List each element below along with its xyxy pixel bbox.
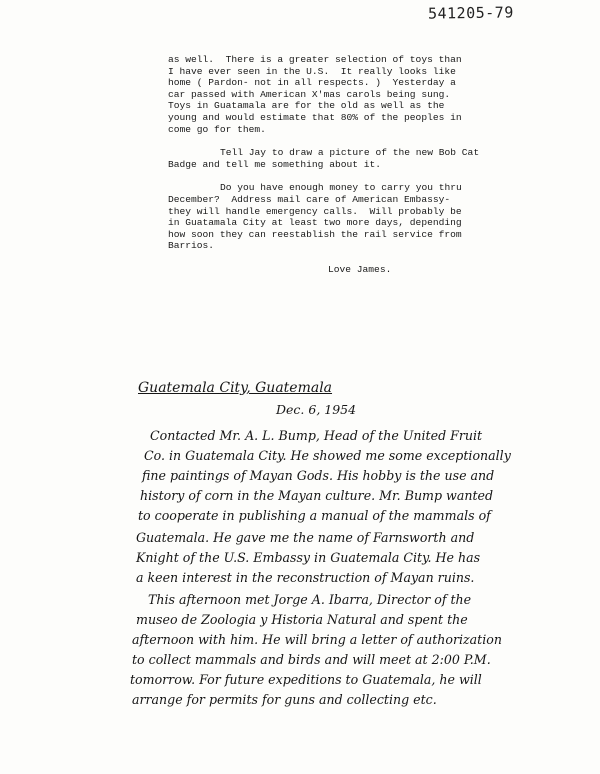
journal-line: Co. in Guatemala City. He showed me some exceptionally xyxy=(144,448,511,463)
letter-paragraph-2 xyxy=(168,147,528,170)
journal-line: tomorrow. For future expeditions to Guatemala, he will xyxy=(130,672,482,687)
letter-line: I have ever seen in the U.S. It really looks like xyxy=(168,65,456,77)
letter-line: come go for them. xyxy=(168,123,266,135)
letter-paragraph-3 xyxy=(168,182,528,252)
journal-line: a keen interest in the reconstruction of Mayan ruins. xyxy=(136,570,475,585)
journal-heading: Guatemala City, Guatemala xyxy=(138,380,333,396)
letter-line: Barrios. xyxy=(168,240,215,252)
journal-line: afternoon with him. He will bring a letter of authorization xyxy=(132,632,502,647)
letter-line: Do you have enough money to carry you thru xyxy=(220,182,462,194)
letter-line: they will handle emergency calls. Will probably be xyxy=(168,205,462,217)
letter-line: car passed with American X'mas carols being sung. xyxy=(168,88,451,100)
journal-line: Contacted Mr. A. L. Bump, Head of the United Fruit xyxy=(150,428,483,443)
letter-signoff: Love James. xyxy=(328,263,392,275)
letter-line: Toys in Guatamala are for the old as well as the xyxy=(168,100,445,112)
letter-line: young and would estimate that 80% of the peoples in xyxy=(168,111,462,123)
letter-line: in Guatamala City at least two more days, depending xyxy=(168,217,462,229)
typed-letter xyxy=(168,54,528,276)
letter-line: how soon they can reestablish the rail service from xyxy=(168,228,462,240)
letter-line: Tell Jay to draw a picture of the new Bob Cat xyxy=(220,147,480,159)
journal-line: to cooperate in publishing a manual of the mammals of xyxy=(138,508,491,523)
letter-line: Badge and tell me something about it. xyxy=(168,158,382,170)
journal-line: history of corn in the Mayan culture. Mr. Bump wanted xyxy=(140,488,494,503)
letter-paragraph-1 xyxy=(168,54,528,135)
journal-line: museo de Zoologia y Historia Natural and spent the xyxy=(136,612,468,627)
journal-line: Guatemala. He gave me the name of Farnsworth and xyxy=(136,530,475,545)
journal-line: Knight of the U.S. Embassy in Guatemala City. He has xyxy=(136,550,481,565)
letter-line: December? Address mail care of American Embassy- xyxy=(168,193,451,205)
journal-line: fine paintings of Mayan Gods. His hobby is the use and xyxy=(142,468,495,483)
journal-line: arrange for permits for guns and collecting etc. xyxy=(132,692,437,707)
journal-date: Dec. 6, 1954 xyxy=(276,402,357,417)
accession-stamp: 541205-79 xyxy=(427,3,514,23)
letter-line: as well. There is a greater selection of toys than xyxy=(168,54,462,65)
letter-line: home ( Pardon- not in all respects. ) Yesterday a xyxy=(168,77,456,89)
journal-line: This afternoon met Jorge A. Ibarra, Director of the xyxy=(148,592,472,607)
journal-line: to collect mammals and birds and will meet at 2:00 P.M. xyxy=(132,652,491,667)
